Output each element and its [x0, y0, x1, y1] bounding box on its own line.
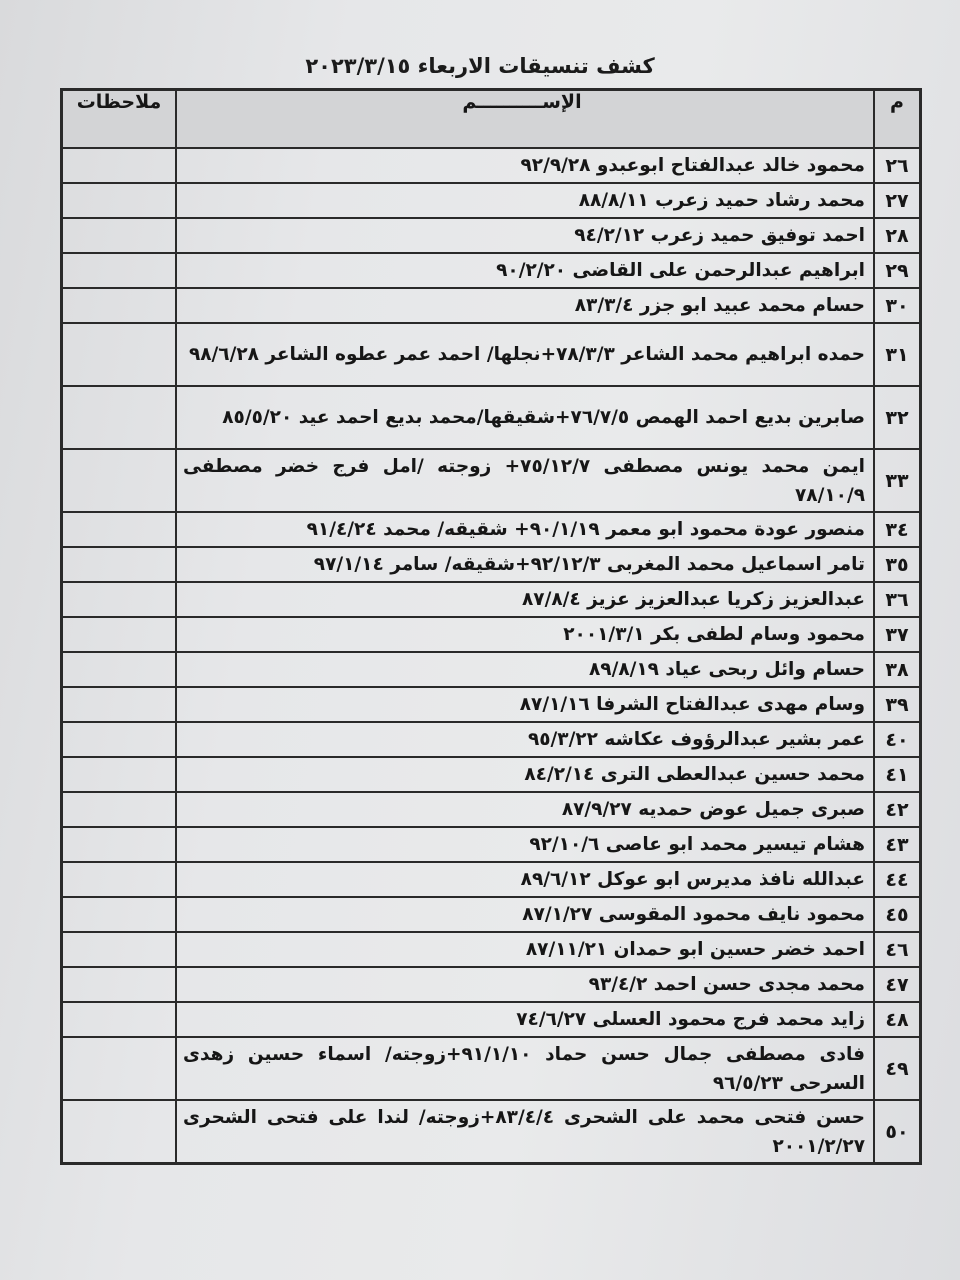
row-name: صابرين بديع احمد الهمص ٧٦/٧/٥+شقيقها/محمد بديع احمد عيد ٨٥/٥/٢٠ [176, 386, 874, 449]
row-number: ٢٩ [874, 253, 921, 288]
row-notes [62, 722, 177, 757]
row-number: ٣٤ [874, 512, 921, 547]
row-name: هشام تيسير محمد ابو عاصى ٩٢/١٠/٦ [176, 827, 874, 862]
row-name: احمد خضر حسين ابو حمدان ٨٧/١١/٢١ [176, 932, 874, 967]
row-number: ٤٨ [874, 1002, 921, 1037]
row-name: حسام وائل ربحى عياد ٨٩/٨/١٩ [176, 652, 874, 687]
table-row [62, 1002, 921, 1037]
row-name: عبدالله نافذ مديرس ابو عوكل ٨٩/٦/١٢ [176, 862, 874, 897]
table-row [62, 253, 921, 288]
row-name: حسن فتحى محمد على الشحرى ٨٣/٤/٤+زوجته/ لندا على فتحى الشحرى ٢٠٠١/٢/٢٧ [176, 1100, 874, 1164]
table-row [62, 148, 921, 183]
row-number: ٤١ [874, 757, 921, 792]
table-row [62, 897, 921, 932]
row-name: وسام مهدى عبدالفتاح الشرفا ٨٧/١/١٦ [176, 687, 874, 722]
row-number: ٢٧ [874, 183, 921, 218]
row-name: ايمن محمد يونس مصطفى ٧٥/١٢/٧+ زوجته /امل فرج خضر مصطفى ٧٨/١٠/٩ [176, 449, 874, 512]
row-name: حسام محمد عبيد ابو جزر ٨٣/٣/٤ [176, 288, 874, 323]
row-notes [62, 386, 177, 449]
row-number: ٢٦ [874, 148, 921, 183]
document-title: كشف تنسيقات الاربعاء ٢٠٢٣/٣/١٥ [305, 54, 655, 78]
row-name: زايد محمد فرج محمود العسلى ٧٤/٦/٢٧ [176, 1002, 874, 1037]
header-notes: ملاحظات [62, 90, 177, 149]
row-number: ٤٦ [874, 932, 921, 967]
row-notes [62, 757, 177, 792]
table-row [62, 792, 921, 827]
row-number: ٣٩ [874, 687, 921, 722]
row-number: ٢٨ [874, 218, 921, 253]
row-notes [62, 449, 177, 512]
row-name: منصور عودة محمود ابو معمر ٩٠/١/١٩+ شقيقه/ محمد ٩١/٤/٢٤ [176, 512, 874, 547]
row-notes [62, 323, 177, 386]
row-name: فادى مصطفى جمال حسن حماد ٩١/١/١٠+زوجته/ اسماء حسين زهدى السرحى ٩٦/٥/٢٣ [176, 1037, 874, 1100]
table-row [62, 288, 921, 323]
row-notes [62, 253, 177, 288]
row-notes [62, 792, 177, 827]
table-row [62, 862, 921, 897]
table-row [62, 1100, 921, 1164]
row-notes [62, 897, 177, 932]
row-number: ٤٠ [874, 722, 921, 757]
row-notes [62, 932, 177, 967]
row-number: ٣٨ [874, 652, 921, 687]
row-notes [62, 827, 177, 862]
table-row [62, 449, 921, 512]
row-number: ٤٢ [874, 792, 921, 827]
row-name: احمد توفيق حميد زعرب ٩٤/٢/١٢ [176, 218, 874, 253]
row-notes [62, 148, 177, 183]
row-name: تامر اسماعيل محمد المغربى ٩٢/١٢/٣+شقيقه/ سامر ٩٧/١/١٤ [176, 547, 874, 582]
table-row [62, 617, 921, 652]
row-notes [62, 512, 177, 547]
row-name: عبدالعزيز زكريا عبدالعزيز عزيز ٨٧/٨/٤ [176, 582, 874, 617]
row-notes [62, 1037, 177, 1100]
table-row [62, 183, 921, 218]
row-number: ٤٥ [874, 897, 921, 932]
row-notes [62, 547, 177, 582]
row-notes [62, 1002, 177, 1037]
row-notes [62, 687, 177, 722]
row-number: ٣٠ [874, 288, 921, 323]
row-notes [62, 582, 177, 617]
row-number: ٤٧ [874, 967, 921, 1002]
row-name: حمده ابراهيم محمد الشاعر ٧٨/٣/٣+نجلها/ احمد عمر عطوه الشاعر ٩٨/٦/٢٨ [176, 323, 874, 386]
table-row [62, 687, 921, 722]
row-notes [62, 183, 177, 218]
table-row [62, 218, 921, 253]
table-row [62, 967, 921, 1002]
row-name: محمود وسام لطفى بكر ٢٠٠١/٣/١ [176, 617, 874, 652]
row-notes [62, 652, 177, 687]
header-name: الإســــــــــم [176, 90, 874, 149]
row-notes [62, 862, 177, 897]
row-number: ٣١ [874, 323, 921, 386]
row-notes [62, 288, 177, 323]
row-name: محمد رشاد حميد زعرب ٨٨/٨/١١ [176, 183, 874, 218]
row-number: ٤٤ [874, 862, 921, 897]
row-name: محمود خالد عبدالفتاح ابوعبدو ٩٢/٩/٢٨ [176, 148, 874, 183]
table-row [62, 722, 921, 757]
row-number: ٣٥ [874, 547, 921, 582]
table-row [62, 652, 921, 687]
table-row [62, 1037, 921, 1100]
table-row [62, 582, 921, 617]
row-name: محمد مجدى حسن احمد ٩٣/٤/٢ [176, 967, 874, 1002]
row-number: ٤٣ [874, 827, 921, 862]
header-number: م [874, 90, 921, 149]
table-body [62, 148, 921, 1164]
row-number: ٣٧ [874, 617, 921, 652]
row-notes [62, 967, 177, 1002]
row-name: عمر بشير عبدالرؤوف عكاشه ٩٥/٣/٢٢ [176, 722, 874, 757]
table-header-row [62, 90, 921, 149]
table-row [62, 932, 921, 967]
row-number: ٤٩ [874, 1037, 921, 1100]
row-number: ٣٦ [874, 582, 921, 617]
table-row [62, 323, 921, 386]
table-row [62, 757, 921, 792]
row-number: ٥٠ [874, 1100, 921, 1164]
row-notes [62, 617, 177, 652]
row-notes [62, 1100, 177, 1164]
row-notes [62, 218, 177, 253]
table-row [62, 386, 921, 449]
names-table [60, 88, 922, 1165]
row-number: ٣٣ [874, 449, 921, 512]
table-row [62, 827, 921, 862]
row-name: محمد حسين عبدالعطى الترى ٨٤/٢/١٤ [176, 757, 874, 792]
table-row [62, 512, 921, 547]
row-name: صبرى جميل عوض حمديه ٨٧/٩/٢٧ [176, 792, 874, 827]
row-number: ٣٢ [874, 386, 921, 449]
row-name: ابراهيم عبدالرحمن على القاضى ٩٠/٢/٢٠ [176, 253, 874, 288]
row-name: محمود نايف محمود المقوسى ٨٧/١/٢٧ [176, 897, 874, 932]
table-row [62, 547, 921, 582]
